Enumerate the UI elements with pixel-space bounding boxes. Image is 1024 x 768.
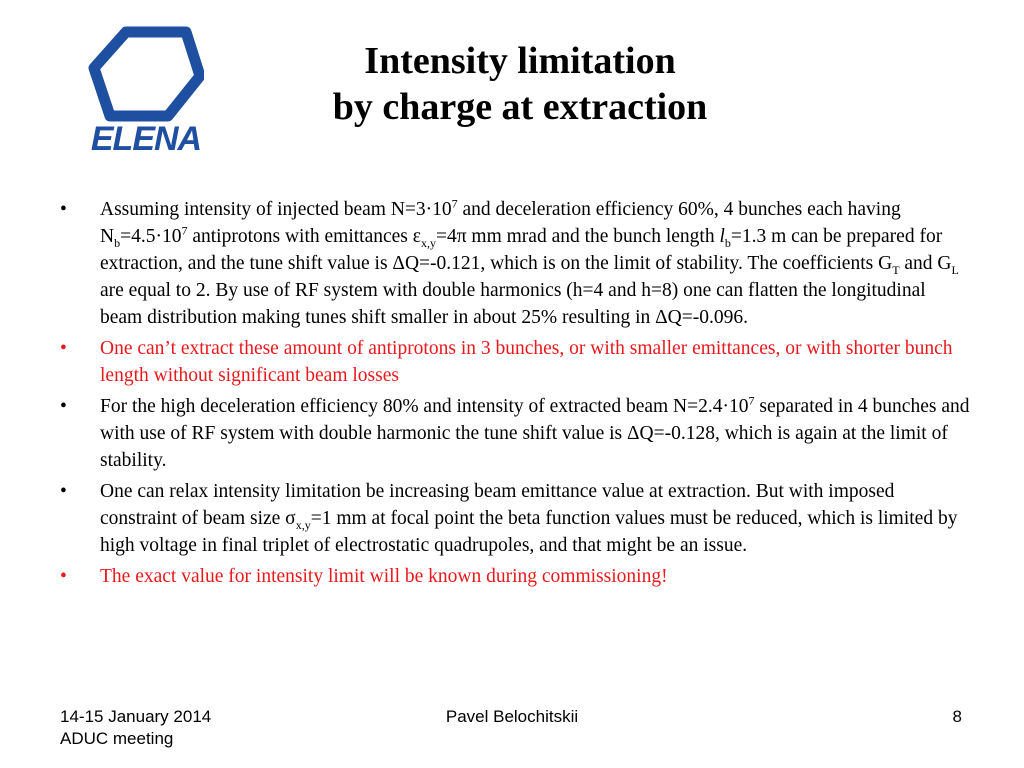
bullet-1-text: l	[719, 226, 725, 247]
footer-author: Pavel Belochitskii	[445, 707, 579, 726]
bullet-1-text: ·	[155, 226, 162, 247]
elena-hexagon-icon	[88, 26, 204, 122]
bullet-1-text: =4π mm mrad and the bunch length	[435, 226, 720, 247]
bullet-4-text: =1 mm at focal point the beta function values must be reduced, which is limited by high voltage in final triplet of electrostatic quadrupoles, and that might be an issue.	[100, 508, 958, 556]
bullet-1-text: antiprotons with emittances ε	[187, 226, 421, 247]
bullet-1-text: 10	[161, 226, 182, 247]
superscript: 7	[181, 223, 188, 238]
bullet-3-text: separated in 4 bunches and with use of RF system with double harmonic the tune shift value is ΔQ=-0.128, which is again at the limit of stability.	[100, 396, 970, 471]
bullet-marker: •	[60, 199, 67, 220]
bullet-marker: •	[60, 338, 67, 359]
bullet-marker: •	[60, 481, 67, 502]
bullet-item-3	[60, 393, 970, 474]
bullet-3-text: ·	[722, 396, 730, 417]
bullet-1-text: are equal to 2. By use of RF system with double harmonics (h=4 and h=8) one can flatten the longitudinal beam distribution making tunes shift smaller in about 25% resulting in ΔQ=-0.096.	[100, 280, 926, 328]
bullet-item-5	[60, 563, 970, 590]
logo-text: ELENA	[90, 120, 202, 158]
elena-logo	[88, 26, 204, 156]
title-line-1: Intensity limitation	[364, 40, 676, 82]
bullet-5-text: The exact value for intensity limit will be known during commissioning!	[100, 566, 668, 587]
subscript: x,y	[420, 235, 436, 250]
bullet-1-text: and deceleration efficiency 60%, 4 bunches each having N	[100, 199, 901, 247]
bullet-1-text: ·	[425, 199, 433, 220]
bullet-3-text: For the high deceleration efficiency 80% and intensity of extracted beam N=2.4	[100, 396, 723, 417]
subscript: b	[724, 235, 731, 250]
subscript: x,y	[295, 517, 311, 532]
bullet-1-text: =1.3 m can be prepared for extraction, and the tune shift value is ΔQ=-0.121, which is on the limit of stability. The coefficients G	[100, 226, 943, 274]
bullet-4-text: One can relax intensity limitation be increasing beam emittance value at extraction. But with imposed constraint of beam size σ	[100, 481, 895, 529]
superscript: 7	[451, 196, 458, 211]
footer-date: 14-15 January 2014	[60, 707, 212, 726]
bullet-item-4	[60, 478, 970, 559]
bullet-marker: •	[60, 566, 67, 587]
slide-title	[220, 38, 820, 130]
page-number: 8	[952, 707, 962, 726]
bullet-1-text: Assuming intensity of injected beam N=3	[100, 199, 426, 220]
bullet-item-1	[60, 196, 970, 331]
bullet-1-text: 10	[432, 199, 452, 220]
title-line-2: by charge at extraction	[332, 86, 708, 128]
subscript: L	[951, 262, 959, 277]
bullet-list	[60, 196, 970, 594]
bullet-item-2	[60, 335, 970, 389]
bullet-1-text: and G	[899, 253, 952, 274]
bullet-1-text: =4.5	[120, 226, 156, 247]
subscript: T	[892, 262, 900, 277]
bullet-marker: •	[60, 396, 67, 417]
subscript: b	[114, 235, 121, 250]
bullet-2-text: One can’t extract these amount of antiprotons in 3 bunches, or with smaller emittances, or with shorter bunch length without significant beam losses	[100, 338, 953, 386]
bullet-3-text: 10	[729, 396, 749, 417]
superscript: 7	[748, 393, 755, 408]
footer-meeting: ADUC meeting	[60, 729, 174, 748]
